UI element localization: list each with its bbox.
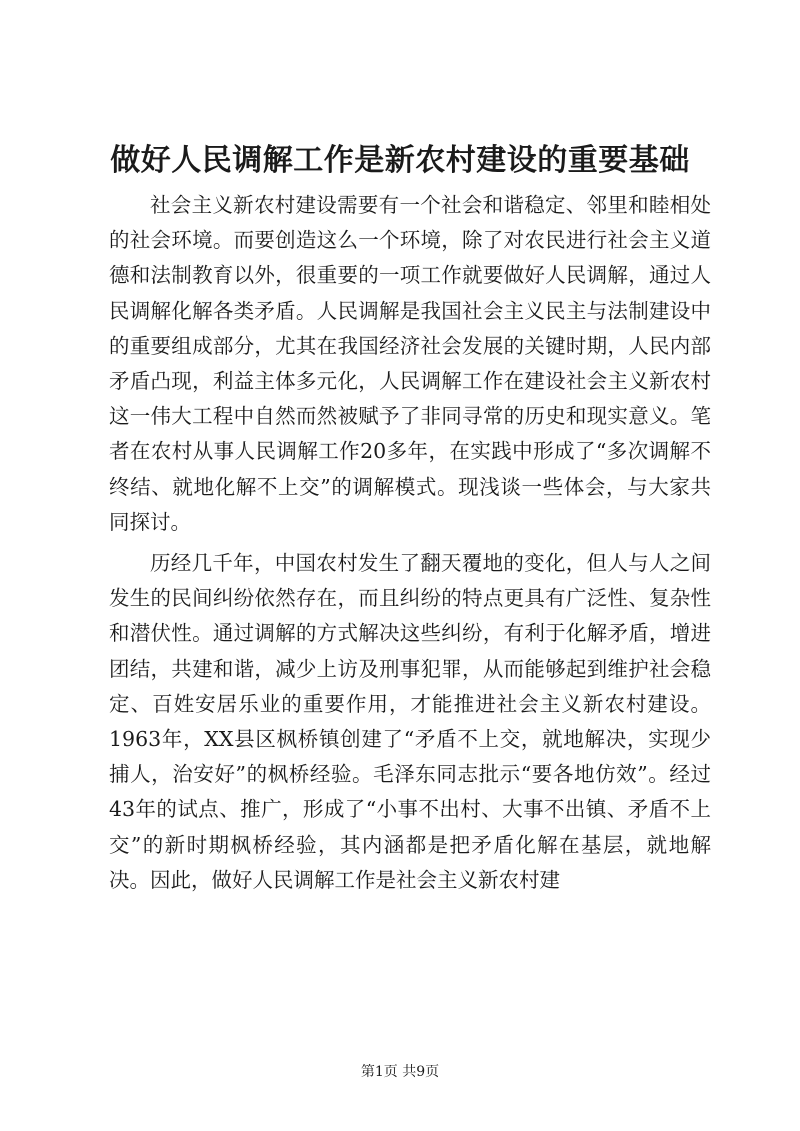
document-body (109, 188, 711, 904)
document-title: 做好人民调解工作是新农村建设的重要基础 (110, 143, 690, 178)
paragraph-2: 历经几千年，中国农村发生了翻天覆地的变化，但人与人之间发生的民间纠纷依然存在，而且纠纷的特点更具有广泛性、复杂性和潜伏性。通过调解的方式解决这些纠纷，有利于化解矛盾，增进团结，共建和谐，减少上访及刑事犯罪，从而能够起到维护社会稳定、百姓安居乐业的重要作用，才能推进社会主义新农村建设。1963年，XX县区枫桥镇创建了“矛盾不上交，就地解决，实现少捕人，治安好”的枫桥经验。毛泽东同志批示“要各地仿效”。经过43年的试点、推广，形成了“小事不出村、大事不出镇、矛盾不上交”的新时期枫桥经验，其内涵都是把矛盾化解在基层，就地解决。因此，做好人民调解工作是社会主义新农村建 (109, 551, 711, 892)
page-number-footer: 第1页 共9页 (360, 1064, 440, 1080)
paragraph-1: 社会主义新农村建设需要有一个社会和谐稳定、邻里和睦相处的社会环境。而要创造这么一个环境，除了对农民进行社会主义道德和法制教育以外，很重要的一项工作就要做好人民调解，通过人民调解化解各类矛盾。人民调解是我国社会主义民主与法制建设中的重要组成部分，尤其在我国经济社会发展的关键时期，人民内部矛盾凸现，利益主体多元化，人民调解工作在建设社会主义新农村这一伟大工程中自然而然被赋予了非同寻常的历史和现实意义。笔者在农村从事人民调解工作20多年，在实践中形成了“多次调解不终结、就地化解不上交”的调解模式。现浅谈一些体会，与大家共同探讨。 (109, 193, 711, 534)
